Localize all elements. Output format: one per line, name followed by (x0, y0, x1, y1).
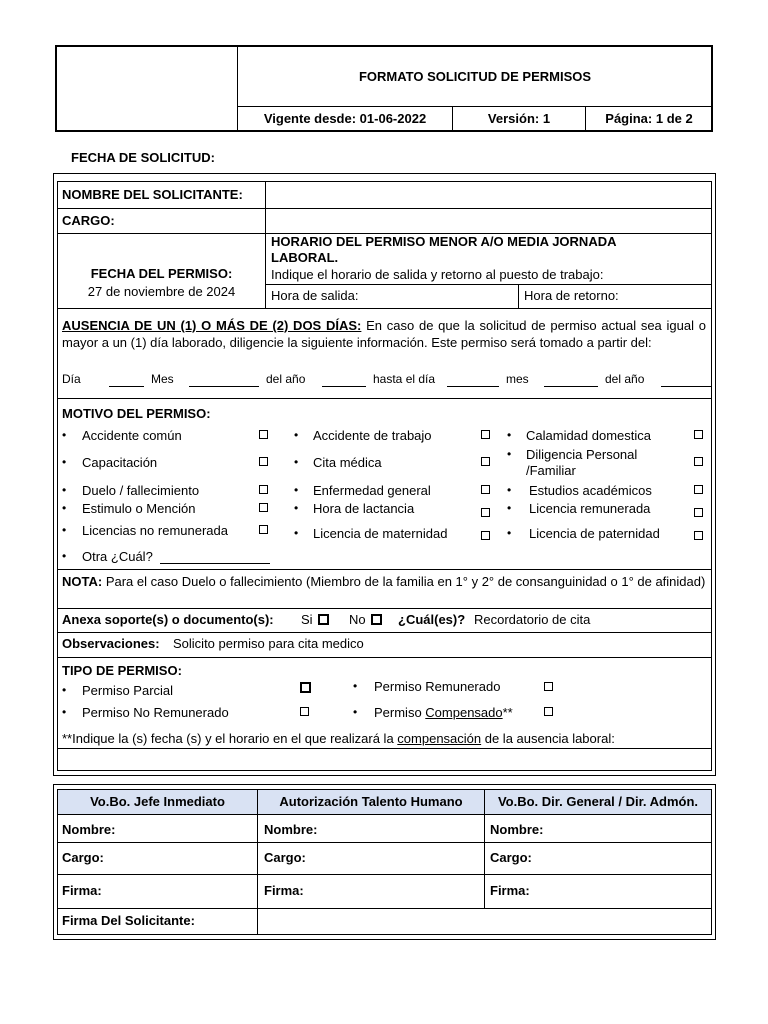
motivo-hora-lactancia: Hora de lactancia (313, 501, 415, 516)
bullet: • (294, 428, 299, 442)
mes2-blank[interactable] (544, 385, 598, 387)
motivo-accidente-comun: Accidente común (82, 428, 182, 443)
observaciones-label: Observaciones: (62, 636, 160, 651)
bullet: • (294, 455, 299, 469)
bullet: • (507, 526, 512, 540)
version: Versión: 1 (487, 111, 551, 126)
cargo-field[interactable] (266, 209, 711, 233)
motivo-licencia-remunerada: Licencia remunerada (529, 501, 651, 516)
checkbox-diligencia[interactable] (694, 457, 703, 466)
checkbox-capacitacion[interactable] (259, 457, 268, 466)
indique-prefix: **Indique la (s) fecha (s) y el horario en el que realizará la (62, 731, 398, 746)
motivo-calamidad: Calamidad domestica (526, 428, 652, 443)
checkbox-no-remunerado[interactable] (300, 707, 309, 716)
compensado-suffix: ** (502, 705, 513, 720)
row-sep-4 (57, 398, 712, 399)
form-title: FORMATO SOLICITUD DE PERMISOS (358, 69, 592, 84)
mes-blank[interactable] (189, 385, 259, 387)
horario-instr: Indique el horario de salida y retorno al puesto de trabajo: (271, 267, 604, 282)
row-sep-5 (57, 569, 712, 570)
ano2-blank[interactable] (661, 385, 711, 387)
observaciones-value[interactable]: Solicito permiso para cita medico (173, 636, 364, 651)
hora-retorno[interactable]: Hora de retorno: (524, 288, 619, 303)
anexa-label: Anexa soporte(s) o documento(s): (62, 612, 274, 627)
director-nombre[interactable]: Nombre: (490, 822, 544, 837)
anexa-no-label: No (349, 612, 366, 627)
cargo-label: CARGO: (62, 213, 115, 228)
col-sep-horas (518, 284, 519, 308)
pagina: Página: 1 de 2 (605, 111, 693, 126)
firmas-row-sep-3 (57, 874, 712, 875)
firma-solicitante-field[interactable] (258, 909, 711, 934)
dia-blank[interactable] (109, 385, 144, 387)
ausencia-text: En caso de que la solicitud de permiso actual sea igual o mayor a un (1) día laborado, diligencie la siguiente información. Este permiso será tomado a partir del: (62, 318, 706, 350)
dia-label: Día (62, 372, 81, 386)
del-ano-label: del año (266, 372, 306, 386)
checkbox-hora-lactancia[interactable] (481, 508, 490, 517)
director-firma[interactable]: Firma: (490, 883, 530, 898)
motivo-estudios: Estudios académicos (529, 483, 652, 498)
indique-word: compensación (397, 731, 482, 746)
ano-blank[interactable] (322, 385, 366, 387)
bullet: • (62, 501, 67, 515)
bullet: • (507, 447, 512, 461)
row-sep-6 (57, 608, 712, 609)
checkbox-licencias-no-remunerada[interactable] (259, 525, 268, 534)
ausencia-block (62, 317, 706, 351)
talento-cargo[interactable]: Cargo: (264, 850, 306, 865)
fecha-permiso-label: FECHA DEL PERMISO: (90, 266, 233, 281)
otra-blank[interactable] (160, 562, 270, 564)
row-sep-7 (57, 632, 712, 633)
cuales-value[interactable]: Recordatorio de cita (474, 612, 591, 627)
tipo-remunerado: Permiso Remunerado (374, 679, 501, 694)
anexa-row (62, 612, 274, 627)
bullet: • (294, 483, 299, 497)
fecha-solicitud-label: FECHA DE SOLICITUD: (71, 150, 215, 165)
hora-salida[interactable]: Hora de salida: (271, 288, 359, 303)
motivo-licencia-maternidad: Licencia de maternidad (313, 526, 448, 541)
bullet: • (294, 501, 299, 515)
motivo-accidente-trabajo: Accidente de trabajo (313, 428, 432, 443)
checkbox-accidente-comun[interactable] (259, 430, 268, 439)
del-ano2-label: del año (605, 372, 645, 386)
checkbox-cita-medica[interactable] (481, 457, 490, 466)
talento-nombre[interactable]: Nombre: (264, 822, 318, 837)
bullet: • (62, 549, 67, 563)
checkbox-enfermedad-general[interactable] (481, 485, 490, 494)
nombre-solicitante-label: NOMBRE DEL SOLICITANTE: (62, 187, 243, 202)
header-row-divider (237, 106, 713, 107)
row-sep-8 (57, 657, 712, 658)
checkbox-accidente-trabajo[interactable] (481, 430, 490, 439)
motivo-capacitacion: Capacitación (82, 455, 158, 470)
row-sep-3 (57, 308, 712, 309)
row-sep-horario (265, 284, 712, 285)
nota-block (62, 573, 706, 590)
compensado-prefix: Permiso (374, 705, 426, 720)
tipo-compensado (374, 705, 513, 720)
bullet: • (62, 705, 67, 719)
motivo-cita-medica: Cita médica (313, 455, 382, 470)
bullet: • (62, 683, 67, 697)
checkbox-parcial[interactable] (300, 682, 311, 693)
motivo-enfermedad-general: Enfermedad general (313, 483, 431, 498)
tipo-no-remunerado: Permiso No Remunerado (82, 705, 229, 720)
firmas-header-jefe: Vo.Bo. Jefe Inmediato (90, 794, 225, 809)
firmas-header-director: Vo.Bo. Dir. General / Dir. Admón. (497, 794, 699, 809)
compensacion-field[interactable] (58, 749, 711, 770)
horario-title: HORARIO DEL PERMISO MENOR A/O MEDIA JORNADA LABORAL. (271, 234, 617, 265)
compensado-word: Compensado (425, 705, 503, 720)
checkbox-estimulo[interactable] (259, 503, 268, 512)
bullet: • (353, 705, 358, 719)
mes2-label: mes (506, 372, 529, 386)
hasta-blank[interactable] (447, 385, 499, 387)
motivo-duelo: Duelo / fallecimiento (82, 483, 200, 498)
bullet: • (507, 483, 512, 497)
nota-label: NOTA: (62, 574, 103, 589)
bullet: • (507, 428, 512, 442)
motivo-licencia-paternidad: Licencia de paternidad (529, 526, 660, 541)
anexa-si-label: Si (301, 612, 313, 627)
motivo-estimulo: Estimulo o Mención (82, 501, 196, 516)
jefe-cargo[interactable]: Cargo: (62, 850, 104, 865)
jefe-nombre[interactable]: Nombre: (62, 822, 116, 837)
bullet: • (62, 523, 67, 537)
bullet: • (294, 526, 299, 540)
firma-solicitante-label: Firma Del Solicitante: (62, 913, 195, 928)
checkbox-duelo[interactable] (259, 485, 268, 494)
nota-text: Para el caso Duelo o fallecimiento (Miembro de la familia en 1° y 2° de consanguinidad o 1° de afinidad) (105, 574, 706, 589)
bullet: • (62, 428, 67, 442)
ausencia-title: AUSENCIA DE UN (1) O MÁS DE (2) DOS DÍAS: (62, 318, 362, 333)
checkbox-licencia-remunerada[interactable] (694, 508, 703, 517)
jefe-firma[interactable]: Firma: (62, 883, 102, 898)
fecha-permiso-value: 27 de noviembre de 2024 (87, 284, 236, 299)
mes-label: Mes (151, 372, 174, 386)
motivo-licencias-no-remunerada: Licencias no remunerada (82, 523, 228, 538)
vigente-desde: Vigente desde: 01-06-2022 (263, 111, 427, 126)
bullet: • (62, 455, 67, 469)
checkbox-licencia-maternidad[interactable] (481, 531, 490, 540)
firmas-header-talento: Autorización Talento Humano (279, 794, 463, 809)
checkbox-remunerado[interactable] (544, 682, 553, 691)
motivo-otra: Otra ¿Cuál? (82, 549, 153, 564)
indique-suffix: de la ausencia laboral: (481, 731, 615, 746)
tipo-parcial: Permiso Parcial (82, 683, 174, 698)
tipo-title: TIPO DE PERMISO: (62, 663, 182, 678)
talento-firma[interactable]: Firma: (264, 883, 304, 898)
hasta-label: hasta el día (373, 372, 436, 386)
bullet: • (62, 483, 67, 497)
nombre-solicitante-field[interactable] (266, 182, 711, 208)
indique-compensacion (62, 731, 615, 746)
firmas-row-sep-2 (57, 842, 712, 843)
checkbox-compensado[interactable] (544, 707, 553, 716)
anexa-si-checkbox[interactable] (318, 614, 329, 625)
director-cargo[interactable]: Cargo: (490, 850, 532, 865)
checkbox-licencia-paternidad[interactable] (694, 531, 703, 540)
anexa-no-checkbox[interactable] (371, 614, 382, 625)
cuales-label: ¿Cuál(es)? (398, 612, 466, 627)
checkbox-estudios[interactable] (694, 485, 703, 494)
bullet: • (507, 501, 512, 515)
firmas-row-sep-1 (57, 814, 712, 815)
checkbox-calamidad[interactable] (694, 430, 703, 439)
motivo-diligencia: Diligencia Personal /Familiar (526, 447, 638, 478)
motivo-title: MOTIVO DEL PERMISO: (62, 406, 211, 421)
bullet: • (353, 679, 358, 693)
